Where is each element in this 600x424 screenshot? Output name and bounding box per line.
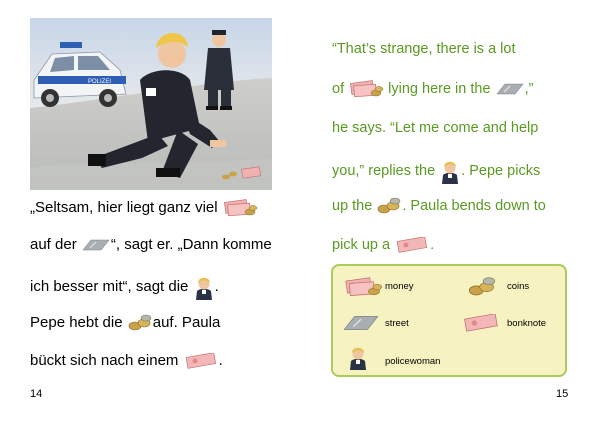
english-line-1 <box>332 40 516 58</box>
glossary-label-money: money <box>385 281 414 292</box>
text-seg: auf der <box>30 236 77 253</box>
money-icon <box>222 198 258 218</box>
english-line-4 <box>332 158 540 184</box>
english-line-6 <box>332 236 434 254</box>
text-seg: he says. “Let me come and help <box>332 120 539 136</box>
german-line-2 <box>30 236 272 254</box>
german-line-3 <box>30 274 219 300</box>
english-line-5 <box>332 197 546 215</box>
glossary-label-policewoman: policewoman <box>385 356 441 367</box>
story-illustration <box>30 18 272 190</box>
street-icon <box>81 238 111 252</box>
german-line-5 <box>30 352 223 370</box>
text-seg: . <box>430 237 435 253</box>
money-icon <box>348 79 384 99</box>
text-seg: „Seltsam, hier liegt ganz viel <box>30 198 218 216</box>
coins-icon <box>127 314 153 332</box>
text-seg: . Paula bends down to <box>402 198 546 214</box>
text-seg: bückt sich nach einem <box>30 352 179 369</box>
illustration-svg <box>30 18 272 190</box>
english-line-2 <box>332 79 533 99</box>
page-number-left: 14 <box>30 388 43 400</box>
german-line-1 <box>30 198 258 218</box>
text-seg: . <box>218 352 223 369</box>
money-icon <box>343 276 383 303</box>
policewoman-icon <box>347 344 369 375</box>
text-seg: lying here in the <box>388 80 491 97</box>
text-seg: auf. Paula <box>152 314 221 331</box>
text-seg: . <box>214 277 219 295</box>
page-number-right: 15 <box>556 388 569 400</box>
text-seg: “That’s strange, there is a lot <box>332 41 516 57</box>
banknote-icon <box>394 237 430 253</box>
text-seg: “, sagt er. „Dann komme <box>110 236 272 253</box>
coins-icon <box>467 276 497 303</box>
policewoman-icon <box>439 158 461 184</box>
street-icon <box>495 82 525 96</box>
coins-icon <box>376 197 402 215</box>
german-line-4 <box>30 314 220 332</box>
text-seg: ich besser mit“, sagt die <box>30 277 189 295</box>
text-seg: of <box>332 80 345 97</box>
text-seg: you,” replies the <box>332 162 436 179</box>
car-lettering: POLIZEI <box>88 79 112 85</box>
street-icon <box>341 314 381 337</box>
text-seg: up the <box>332 198 373 214</box>
glossary-label-coins: coins <box>507 281 530 292</box>
picture-glossary <box>331 264 567 377</box>
text-seg: Pepe hebt die <box>30 314 123 331</box>
english-line-3 <box>332 119 538 137</box>
text-seg: pick up a <box>332 237 391 253</box>
banknote-icon <box>461 314 501 337</box>
glossary-label-banknote: bonknote <box>507 318 547 329</box>
banknote-icon <box>183 353 219 369</box>
text-seg: . Pepe picks <box>461 162 541 179</box>
text-seg: ,” <box>524 80 534 97</box>
glossary-label-street: street <box>385 318 409 329</box>
policewoman-icon <box>193 274 215 300</box>
